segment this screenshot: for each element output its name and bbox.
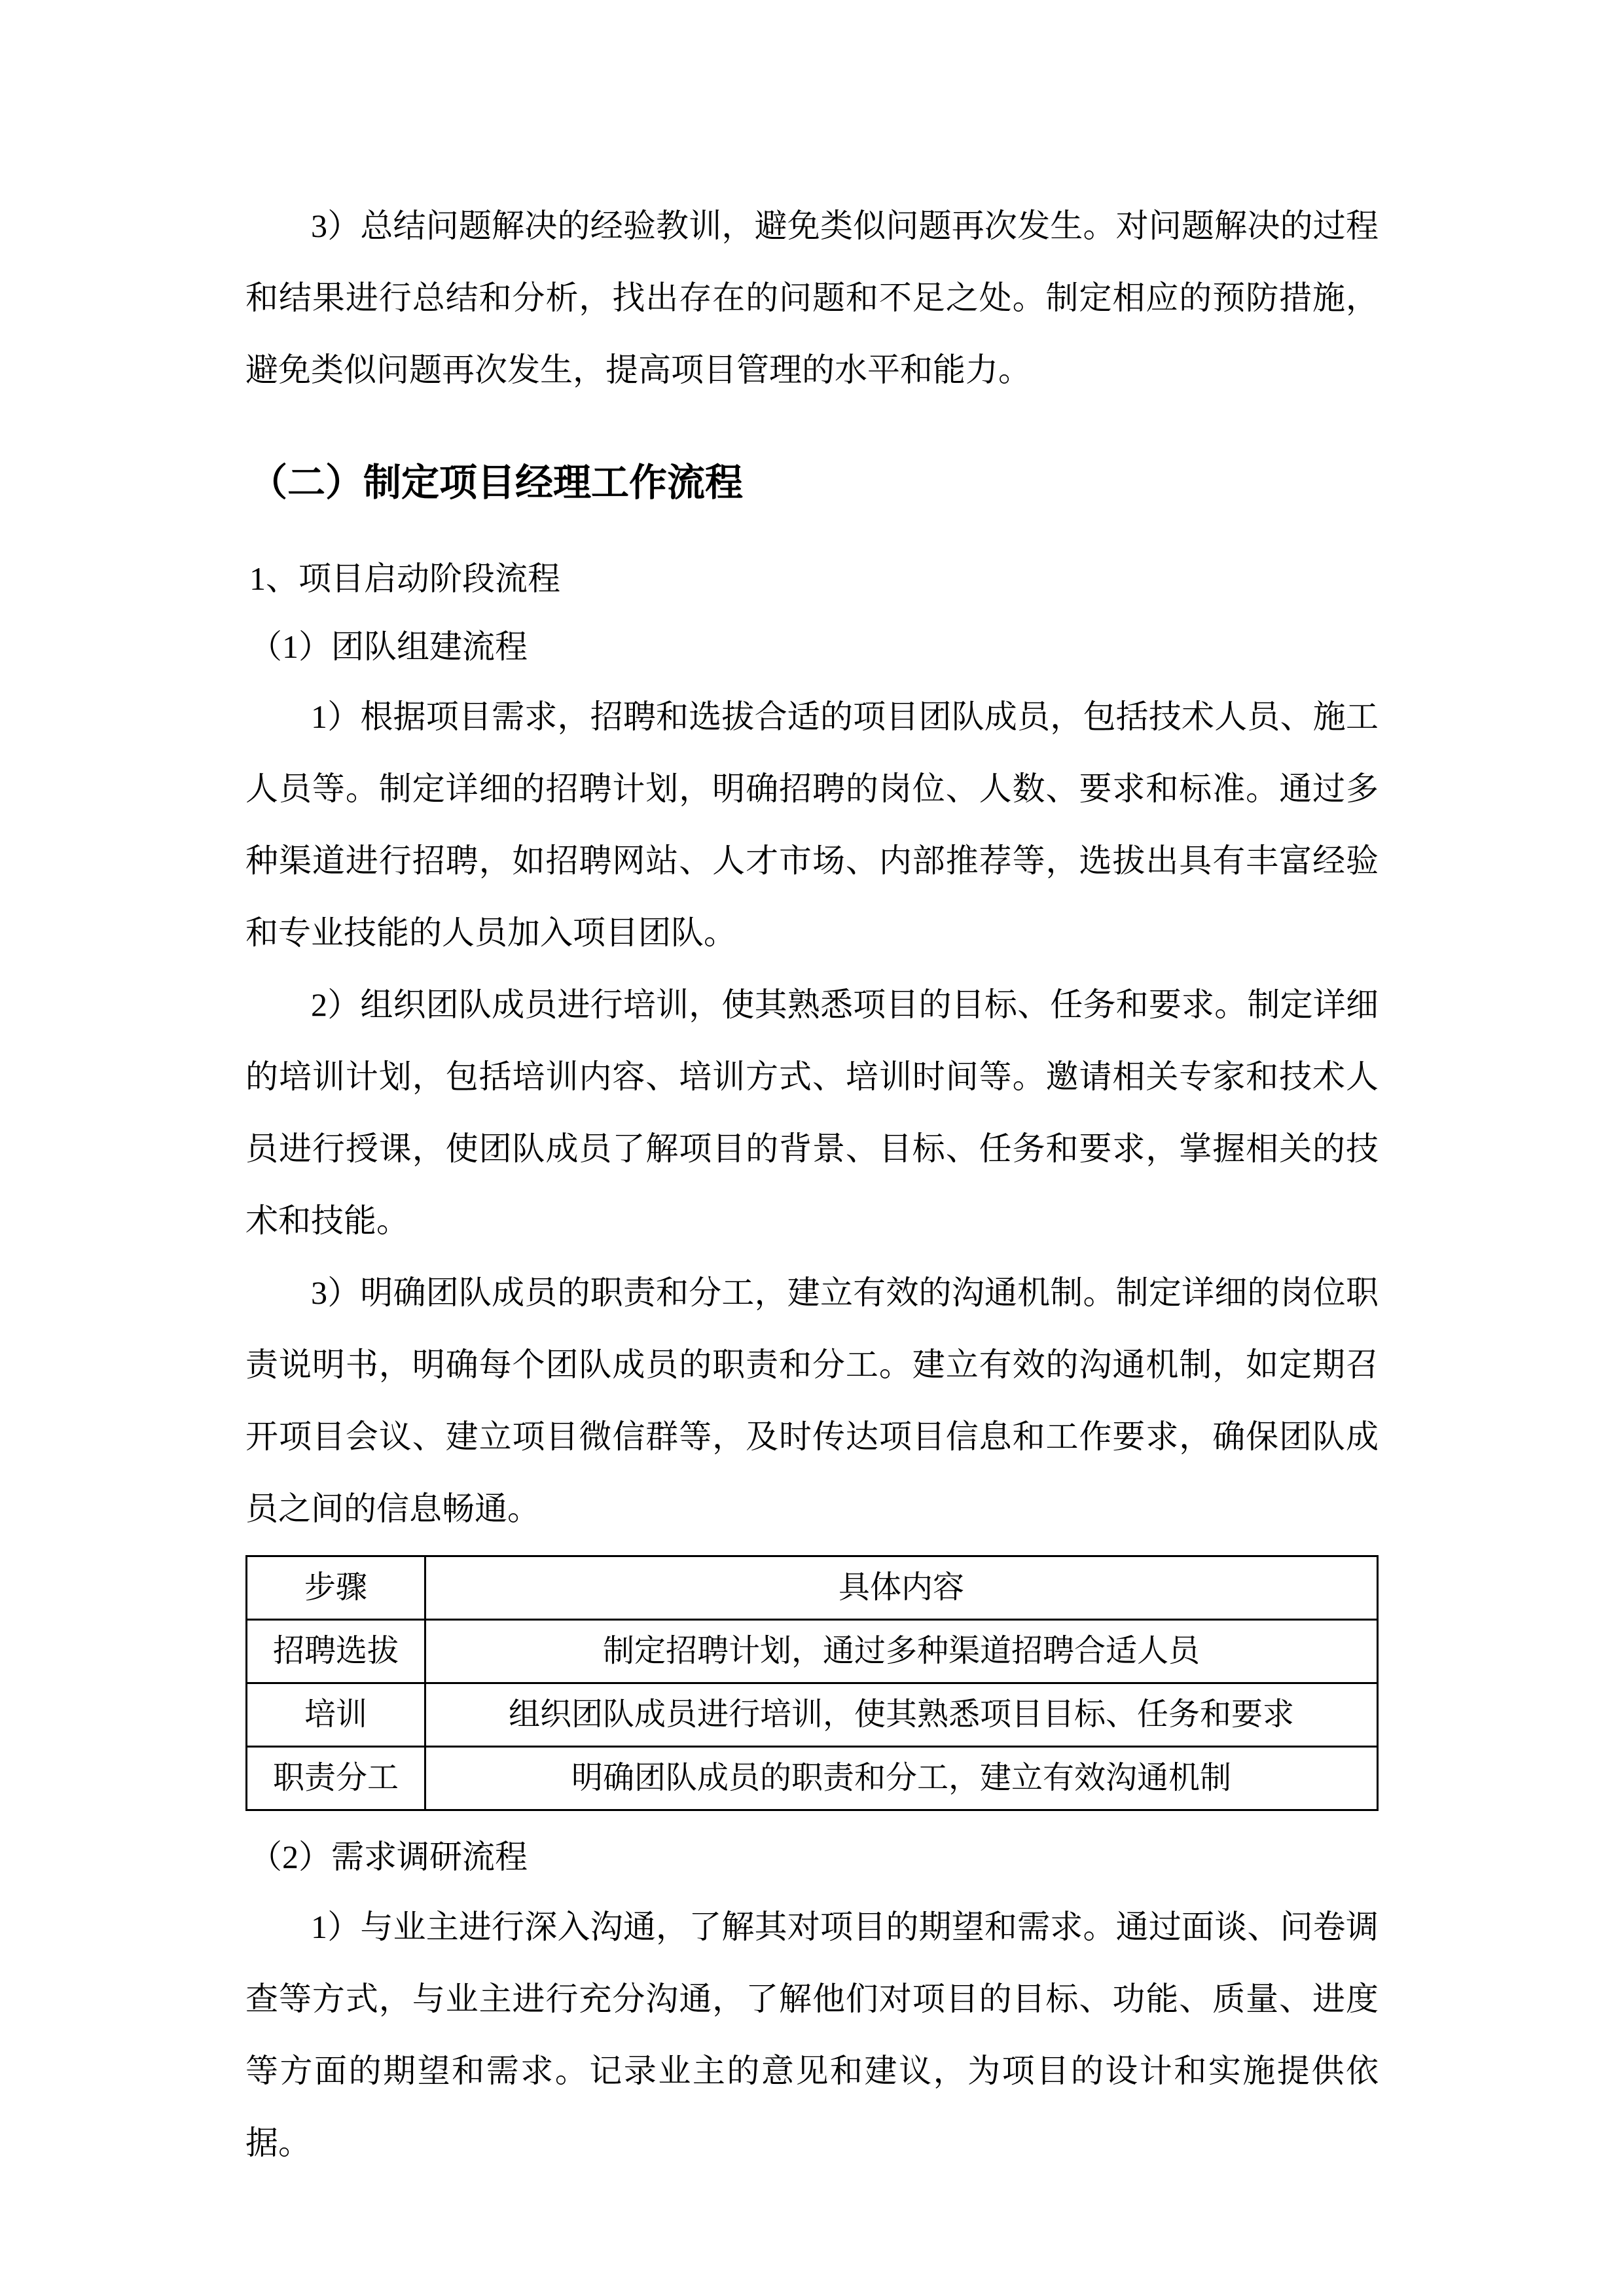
steps-table (245, 1555, 1379, 1811)
paragraph-owner-communication: 1）与业主进行深入沟通，了解其对项目的期望和需求。通过面谈、问卷调查等方式，与业主进行充分沟通，了解他们对项目的目标、功能、质量、进度等方面的期望和需求。记录业主的意见和建议，为项目的设计和实施提供依据。 (245, 1909, 1379, 2161)
table-row (247, 1683, 1378, 1747)
table-cell-content: 组织团队成员进行培训，使其熟悉项目目标、任务和要求 (425, 1683, 1378, 1747)
table-row (247, 1620, 1378, 1683)
table-header-step: 步骤 (247, 1556, 425, 1620)
subsection-heading-requirements-research: （2）需求调研流程 (249, 1839, 528, 1875)
paragraph-lessons-summary: 3）总结问题解决的经验教训，避免类似问题再次发生。对问题解决的过程和结果进行总结和分析，找出存在的问题和不足之处。制定相应的预防措施，避免类似问题再次发生，提高项目管理的水平和能力。 (245, 207, 1379, 388)
paragraph-responsibilities: 3）明确团队成员的职责和分工，建立有效的沟通机制。制定详细的岗位职责说明书，明确每个团队成员的职责和分工。建立有效的沟通机制，如定期召开项目会议、建立项目微信群等，及时传达项目信息和工作要求，确保团队成员之间的信息畅通。 (245, 1274, 1379, 1527)
table-cell-step: 职责分工 (247, 1747, 425, 1810)
table-cell-step: 招聘选拔 (247, 1620, 425, 1683)
table-header-content: 具体内容 (425, 1556, 1378, 1620)
table-header-row (247, 1556, 1378, 1620)
table-cell-content: 制定招聘计划，通过多种渠道招聘合适人员 (425, 1620, 1378, 1683)
subsection-heading-team-building: （1）团队组建流程 (249, 628, 528, 665)
paragraph-training: 2）组织团队成员进行培训，使其熟悉项目的目标、任务和要求。制定详细的培训计划，包括培训内容、培训方式、培训时间等。邀请相关专家和技术人员进行授课，使团队成员了解项目的背景、目标、任务和要求，掌握相关的技术和技能。 (245, 986, 1379, 1239)
table-row (247, 1747, 1378, 1810)
paragraph-recruitment: 1）根据项目需求，招聘和选拔合适的项目团队成员，包括技术人员、施工人员等。制定详细的招聘计划，明确招聘的岗位、人数、要求和标准。通过多种渠道进行招聘，如招聘网站、人才市场、内部推荐等，选拔出具有丰富经验和专业技能的人员加入项目团队。 (245, 698, 1379, 951)
section-heading: （二）制定项目经理工作流程 (249, 461, 744, 504)
table-cell-step: 培训 (247, 1683, 425, 1747)
table-cell-content: 明确团队成员的职责和分工，建立有效沟通机制 (425, 1747, 1378, 1810)
subsection-heading-startup-phase: 1、项目启动阶段流程 (249, 560, 560, 597)
